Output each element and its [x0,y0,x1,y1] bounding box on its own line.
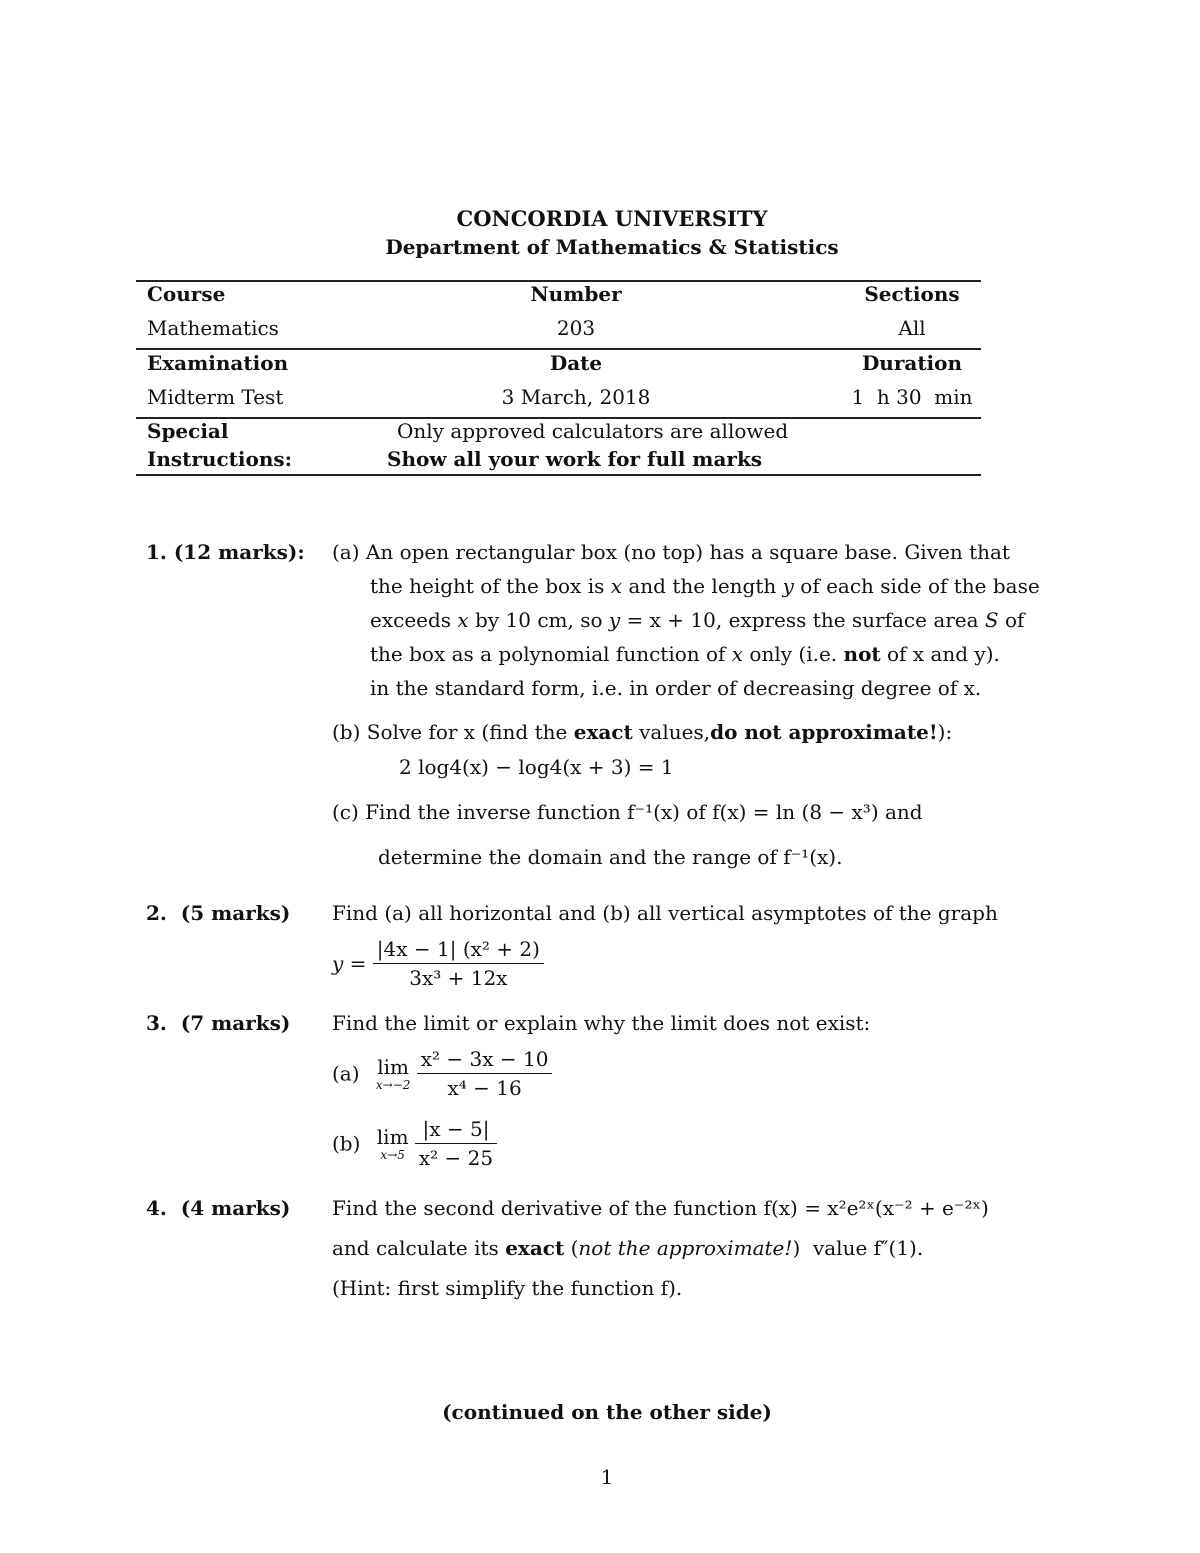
examination-value: Midterm Test [147,385,284,409]
q4-line2-mid: ( [564,1236,579,1260]
q1a-line5: in the standard form, i.e. in order of decreasing degree of x. [370,676,982,700]
number-header: Number [530,282,622,306]
q1a-line3-mid: by 10 cm, so [468,608,609,632]
department-title: Department of Mathematics & Statistics [385,235,839,259]
q3b-denominator: x² − 25 [418,1146,494,1170]
q1a-line3-eq: = x + 10, express the surface area [620,608,985,632]
instructions-label: Instructions: [147,447,293,471]
sections-header: Sections [864,282,960,306]
q4-line2 [332,1236,923,1260]
work-instruction: Show all your work for full marks [387,447,763,471]
q1-label-text: 1. (12 marks): [146,540,305,564]
q1c-tag: (c) [332,800,359,824]
q4-label: 4. (4 marks) [146,1196,291,1220]
q2-label: 2. (5 marks) [146,901,291,925]
q2-numerator: |4x − 1| (x² + 2) [373,937,544,964]
q3a-fraction [417,1047,553,1100]
q1b-tag: (b) [332,720,361,744]
table-rule-2 [136,348,981,350]
q2-formula [332,937,544,990]
q2-denominator: 3x³ + 12x [409,966,508,990]
course-value: Mathematics [147,316,279,340]
q3b-lim-sub: x→5 [380,1147,405,1162]
q1b-equation: 2 log4(x) − log4(x + 3) = 1 [399,755,674,779]
q4-line2-bold: exact [505,1236,565,1260]
number-value: 203 [556,316,596,340]
q3-text: Find the limit or explain why the limit does not exist: [332,1011,871,1035]
q2-lhs: y = [332,951,367,976]
university-title: CONCORDIA UNIVERSITY [456,206,768,231]
q3a-numerator: x² − 3x − 10 [417,1047,553,1074]
q4-line3: (Hint: first simplify the function f). [332,1276,683,1300]
sections-value: All [898,316,926,340]
page-number: 1 [600,1465,614,1489]
duration-header: Duration [861,351,963,375]
q3a-tag: (a) [332,1061,360,1086]
q1a-line3-pre: exceeds [370,608,458,632]
q2-text: Find (a) all horizontal and (b) all vertical asymptotes of the graph [332,901,998,925]
q1a-line4: the box as a polynomial function of x only (i.e. not of x and y). [370,642,1000,666]
q1a-line1 [332,540,1010,564]
q4-line2-italic: not the approximate! [578,1236,793,1260]
q1b-bold1: exact [573,720,633,744]
q1a-line4-post: of x and y). [880,642,1000,666]
examination-header: Examination [147,351,289,375]
q1a-tag: (a) [332,540,360,564]
q1a-text1: An open rectangular box (no top) has a square base. Given that [365,540,1010,564]
date-header: Date [549,351,603,375]
q1a-line4-pre: the box as a polynomial function of [370,642,732,666]
q3b-fraction [415,1117,497,1170]
q3b-lim-word: lim [376,1124,409,1149]
continued-note: (continued on the other side) [442,1400,772,1424]
q1c-text1: Find the inverse function f⁻¹(x) of f(x) = ln (8 − x³) and [365,800,923,824]
q1c-line2: determine the domain and the range of f⁻¹(x). [378,845,843,869]
q1a-line2: the height of the box is x and the length y of each side of the base [370,574,1040,598]
q1a-line3-post: of [998,608,1025,632]
q3b-formula [332,1117,497,1170]
date-value: 3 March, 2018 [501,385,651,409]
q1b-pre: Solve for x (find the [366,720,574,744]
duration-value: 1 h 30 min [851,385,973,409]
q1a-line2-pre: the height of the box is [370,574,611,598]
q1c-line1 [332,800,923,824]
q1a-line3: exceeds x by 10 cm, so y = x + 10, express the surface area S of [370,608,1025,632]
q3b-numerator: |x − 5| [415,1117,497,1144]
q4-line2-post: ) value f″(1). [792,1236,924,1260]
q3a-lim-word: lim [377,1054,410,1079]
q3a-lim-sub: x→−2 [375,1077,411,1092]
q3-label: 3. (7 marks) [146,1011,291,1035]
q1b-bold2: do not approximate! [710,720,938,744]
q3a-denominator: x⁴ − 16 [447,1076,522,1100]
q4-line1: Find the second derivative of the function f(x) = x²e²ˣ(x⁻² + e⁻²ˣ) [332,1196,989,1220]
q1a-line2-post: of each side of the base [793,574,1040,598]
table-rule-bottom [136,474,981,476]
course-header: Course [147,282,226,306]
q3b-tag: (b) [332,1131,361,1156]
q1a-line4-mid: only (i.e. [743,642,844,666]
q3a-formula [332,1047,552,1100]
special-label: Special [147,419,229,443]
q3b-limit [376,1124,409,1162]
q1a-line4-bold: not [843,642,881,666]
q2-fraction [373,937,544,990]
q1b-mid: values, [632,720,711,744]
q1b-line [332,720,952,744]
q4-line2-pre: and calculate its [332,1236,506,1260]
calculator-instruction: Only approved calculators are allowed [397,419,789,443]
q3a-limit [375,1054,411,1092]
q1-label [146,540,305,564]
q1a-line2-mid: and the length [622,574,783,598]
q1b-post: ): [937,720,953,744]
